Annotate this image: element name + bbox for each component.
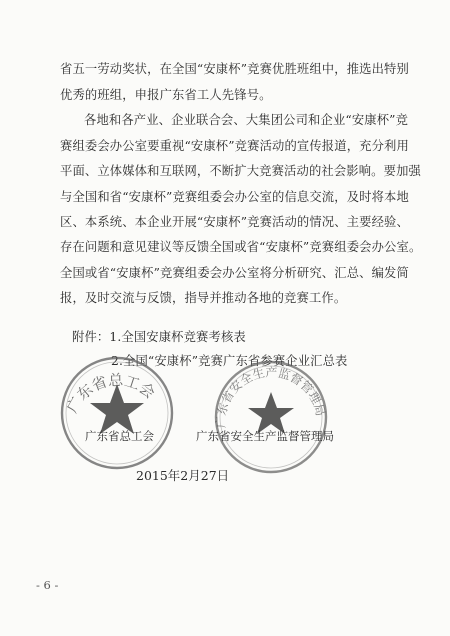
body-line-9: 全国或省“安康杯”竞赛组委会办公室将分析研究、汇总、编发简 [60,266,409,280]
body-line-1: 省五一劳动奖状，在全国“安康杯”竞赛优胜班组中，推选出特别 [60,62,409,76]
body-line-5: 平面、立体媒体和互联网，不断扩大竞赛活动的社会影响。要加强 [60,164,421,178]
body-line-7: 区、本系统、本企业开展“安康杯”竞赛活动的情况、主要经验、 [60,215,409,229]
body-line-4: 赛组委会办公室要重视“安康杯”竞赛活动的宣传报道，充分利用 [60,139,409,153]
body-line-2: 优秀的班组，申报广东省工人先锋号。 [60,88,272,102]
body-line-3: 各地和各产业、企业联合会、大集团公司和企业“安康杯”竞 [84,113,409,127]
body-line-8: 存在问题和意见建议等反馈全国或省“安康杯”竞赛组委会办公室。 [60,240,422,254]
seal-2-stamp [206,352,336,482]
body-line-6: 与全国和省“安康杯”竞赛组委会办公室的信息交流，及时将本地 [60,190,409,204]
seal-1-text: 广东省总工会 [62,371,159,416]
seal-1-stamp [52,348,182,478]
page-number: - 6 - [36,578,59,592]
document-date: 2015年2月27日 [136,468,230,483]
body-line-10: 报，及时交流与反馈，指导并推动各地的竞赛工作。 [60,291,347,305]
signature-org-1: 广东省总工会 [85,429,154,443]
signature-org-2: 广东省安全生产监督管理局 [196,429,334,443]
attachment-1: 附件：1.全国安康杯竞赛考核表 [72,330,246,344]
attachment-2: 2.全国“安康杯”竞赛广东省参赛企业汇总表 [111,354,348,368]
seal-2-text: 广东省安全生产监督管理局 [213,365,328,429]
